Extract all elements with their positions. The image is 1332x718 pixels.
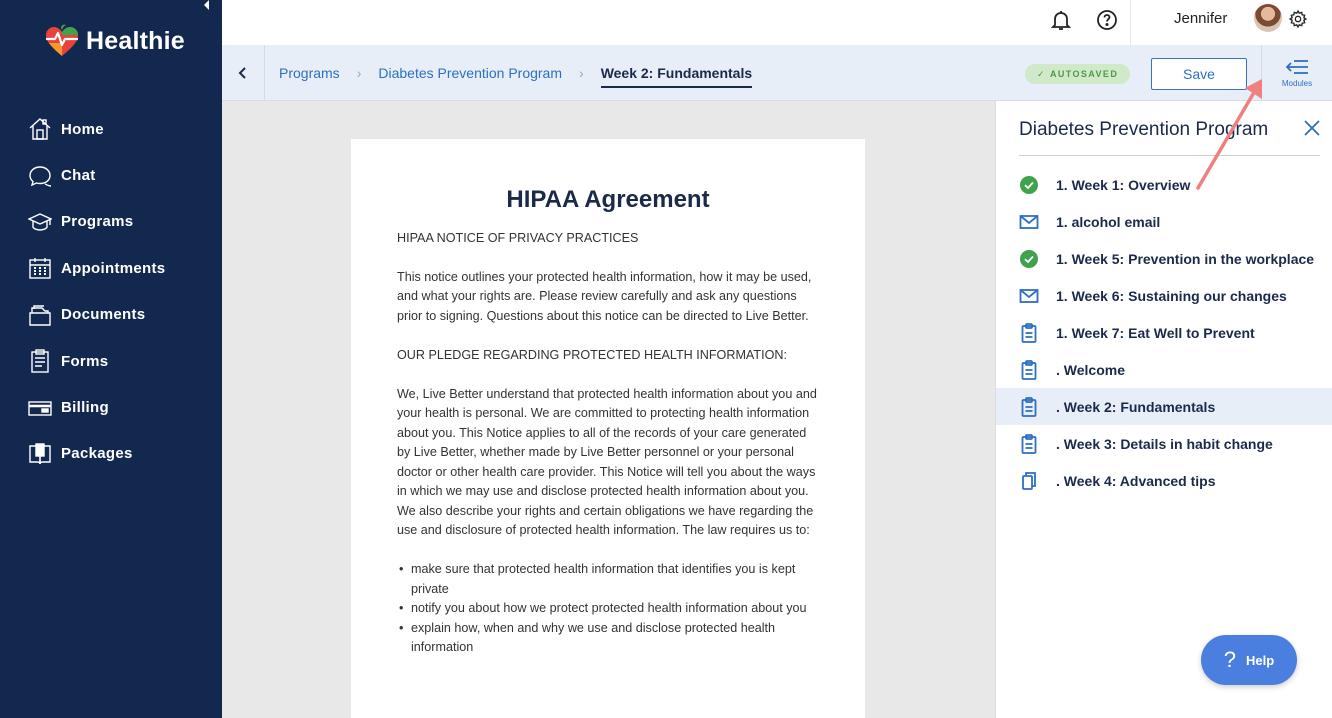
doc-bullet: • explain how, when and why we use and disclose protected health information bbox=[397, 619, 821, 658]
close-icon[interactable] bbox=[1302, 118, 1322, 138]
check-circle-icon bbox=[1019, 249, 1039, 269]
module-label: 1. Week 6: Sustaining our changes bbox=[1056, 287, 1287, 304]
collapse-sidebar-icon[interactable] bbox=[202, 0, 212, 10]
chevron-right-icon: › bbox=[579, 65, 584, 81]
clipboard-icon bbox=[1019, 323, 1039, 343]
chevron-left-icon bbox=[237, 66, 249, 80]
modules-panel bbox=[995, 101, 1332, 718]
clipboard-icon bbox=[28, 349, 52, 373]
graduation-cap-icon bbox=[28, 210, 52, 234]
module-item[interactable] bbox=[996, 277, 1332, 314]
module-item[interactable] bbox=[996, 462, 1332, 499]
module-item[interactable] bbox=[996, 166, 1332, 203]
sidebar bbox=[0, 0, 222, 718]
doc-bullet: • notify you about how we protect protected health information about you bbox=[397, 599, 821, 619]
modules-button[interactable] bbox=[1262, 45, 1332, 101]
module-item[interactable] bbox=[996, 351, 1332, 388]
help-button[interactable] bbox=[1201, 635, 1297, 685]
module-item[interactable] bbox=[996, 425, 1332, 462]
copy-icon bbox=[1019, 471, 1039, 491]
module-list bbox=[996, 166, 1332, 499]
module-label: 1. Week 1: Overview bbox=[1056, 176, 1191, 193]
sidebar-item-label: Appointments bbox=[61, 259, 166, 277]
sidebar-item-documents[interactable] bbox=[0, 292, 222, 338]
module-label: . Week 2: Fundamentals bbox=[1056, 398, 1216, 415]
sidebar-item-chat[interactable] bbox=[0, 152, 222, 198]
calendar-icon bbox=[28, 256, 52, 280]
clipboard-icon bbox=[1019, 360, 1039, 380]
autosaved-label: AUTOSAVED bbox=[1049, 69, 1119, 79]
sidebar-item-label: Chat bbox=[61, 167, 96, 185]
folder-icon bbox=[28, 303, 52, 327]
doc-bullet: • make sure that protected health information that identifies you is kept private bbox=[397, 560, 821, 599]
module-item-active[interactable] bbox=[996, 388, 1332, 425]
sidebar-item-forms[interactable] bbox=[0, 338, 222, 384]
help-label: Help bbox=[1246, 652, 1275, 668]
sidebar-item-label: Billing bbox=[61, 399, 109, 417]
breadcrumb bbox=[279, 45, 752, 101]
question-icon: ? bbox=[1223, 647, 1237, 672]
save-button[interactable]: Save bbox=[1151, 58, 1247, 90]
main-content[interactable] bbox=[222, 101, 995, 718]
sidebar-nav bbox=[0, 106, 222, 477]
sidebar-item-label: Packages bbox=[61, 445, 133, 463]
check-icon: ✓ bbox=[1037, 68, 1046, 79]
document-title: HIPAA Agreement bbox=[506, 186, 710, 213]
sidebar-item-label: Forms bbox=[61, 352, 109, 370]
clipboard-icon bbox=[1019, 397, 1039, 417]
sidebar-item-billing[interactable] bbox=[0, 384, 222, 430]
doc-paragraph: We, Live Better understand that protected health information about you and your health is personal. We are committed to protecting health information about you. This Notice applies to all of the records of your care generated by Live Better, whether made by Live Better personnel or your personal doctor or other health care provider. This Notice will tell you about the ways in which we may use and disclose protected health information about you. We also describe your rights and certain obligations we have regarding the use and disclosure of protected health information. The law requires us to: bbox=[397, 386, 817, 537]
doc-paragraph: This notice outlines your protected health information, how it may be used, and what your rights are. Please review carefully and ask any questions prior to signing. Questions about this notice can be directed to Live Better. bbox=[397, 269, 812, 323]
home-icon bbox=[28, 117, 52, 141]
topbar-divider bbox=[1130, 0, 1131, 45]
module-label: . Week 3: Details in habit change bbox=[1056, 435, 1273, 452]
modules-label: Modules bbox=[1281, 78, 1313, 88]
module-label: 1. Week 7: Eat Well to Prevent bbox=[1056, 324, 1255, 341]
document-body bbox=[397, 229, 821, 658]
document bbox=[351, 139, 865, 718]
module-label: 1. Week 5: Prevention in the workplace bbox=[1056, 250, 1315, 267]
top-bar bbox=[222, 0, 1332, 45]
module-item[interactable] bbox=[996, 314, 1332, 351]
modules-list-icon bbox=[1284, 59, 1310, 77]
sidebar-item-appointments[interactable] bbox=[0, 245, 222, 291]
user-name[interactable]: Jennifer bbox=[1174, 10, 1228, 27]
envelope-icon bbox=[1019, 212, 1039, 232]
module-item[interactable] bbox=[996, 203, 1332, 240]
sidebar-item-label: Home bbox=[61, 120, 104, 138]
healthie-logo-icon bbox=[44, 24, 80, 58]
sidebar-item-label: Programs bbox=[61, 213, 134, 231]
doc-bullets bbox=[397, 560, 821, 658]
sidebar-item-home[interactable] bbox=[0, 106, 222, 152]
breadcrumb-programs[interactable]: Programs bbox=[279, 65, 340, 81]
help-circle-icon[interactable] bbox=[1095, 8, 1119, 32]
book-icon bbox=[28, 442, 52, 466]
logo-text: Healthie bbox=[86, 26, 185, 55]
breadcrumb-bar bbox=[222, 45, 1332, 101]
breadcrumb-current: Week 2: Fundamentals bbox=[600, 65, 753, 81]
bell-icon[interactable] bbox=[1049, 8, 1073, 32]
sidebar-item-programs[interactable] bbox=[0, 199, 222, 245]
module-item[interactable] bbox=[996, 240, 1332, 277]
sidebar-item-packages[interactable] bbox=[0, 431, 222, 477]
panel-divider bbox=[1019, 155, 1320, 156]
autosaved-badge bbox=[1025, 64, 1130, 84]
chevron-right-icon: › bbox=[356, 65, 362, 81]
doc-paragraph: OUR PLEDGE REGARDING PROTECTED HEALTH INFORMATION: bbox=[397, 347, 787, 362]
doc-paragraph: HIPAA NOTICE OF PRIVACY PRACTICES bbox=[397, 231, 639, 245]
breadcrumb-program[interactable]: Diabetes Prevention Program bbox=[378, 65, 563, 81]
check-circle-icon bbox=[1019, 175, 1039, 195]
module-label: . Welcome bbox=[1056, 361, 1125, 378]
logo[interactable] bbox=[44, 24, 185, 58]
panel-title: Diabetes Prevention Program bbox=[1019, 119, 1269, 140]
gear-icon[interactable] bbox=[1288, 9, 1308, 29]
sidebar-item-label: Documents bbox=[61, 306, 146, 324]
avatar[interactable] bbox=[1254, 4, 1282, 32]
card-icon bbox=[28, 396, 52, 420]
chat-icon bbox=[28, 164, 52, 188]
back-button[interactable] bbox=[222, 45, 265, 101]
clipboard-icon bbox=[1019, 434, 1039, 454]
module-label: 1. alcohol email bbox=[1056, 213, 1161, 230]
module-label: . Week 4: Advanced tips bbox=[1056, 472, 1216, 489]
envelope-icon bbox=[1019, 286, 1039, 306]
